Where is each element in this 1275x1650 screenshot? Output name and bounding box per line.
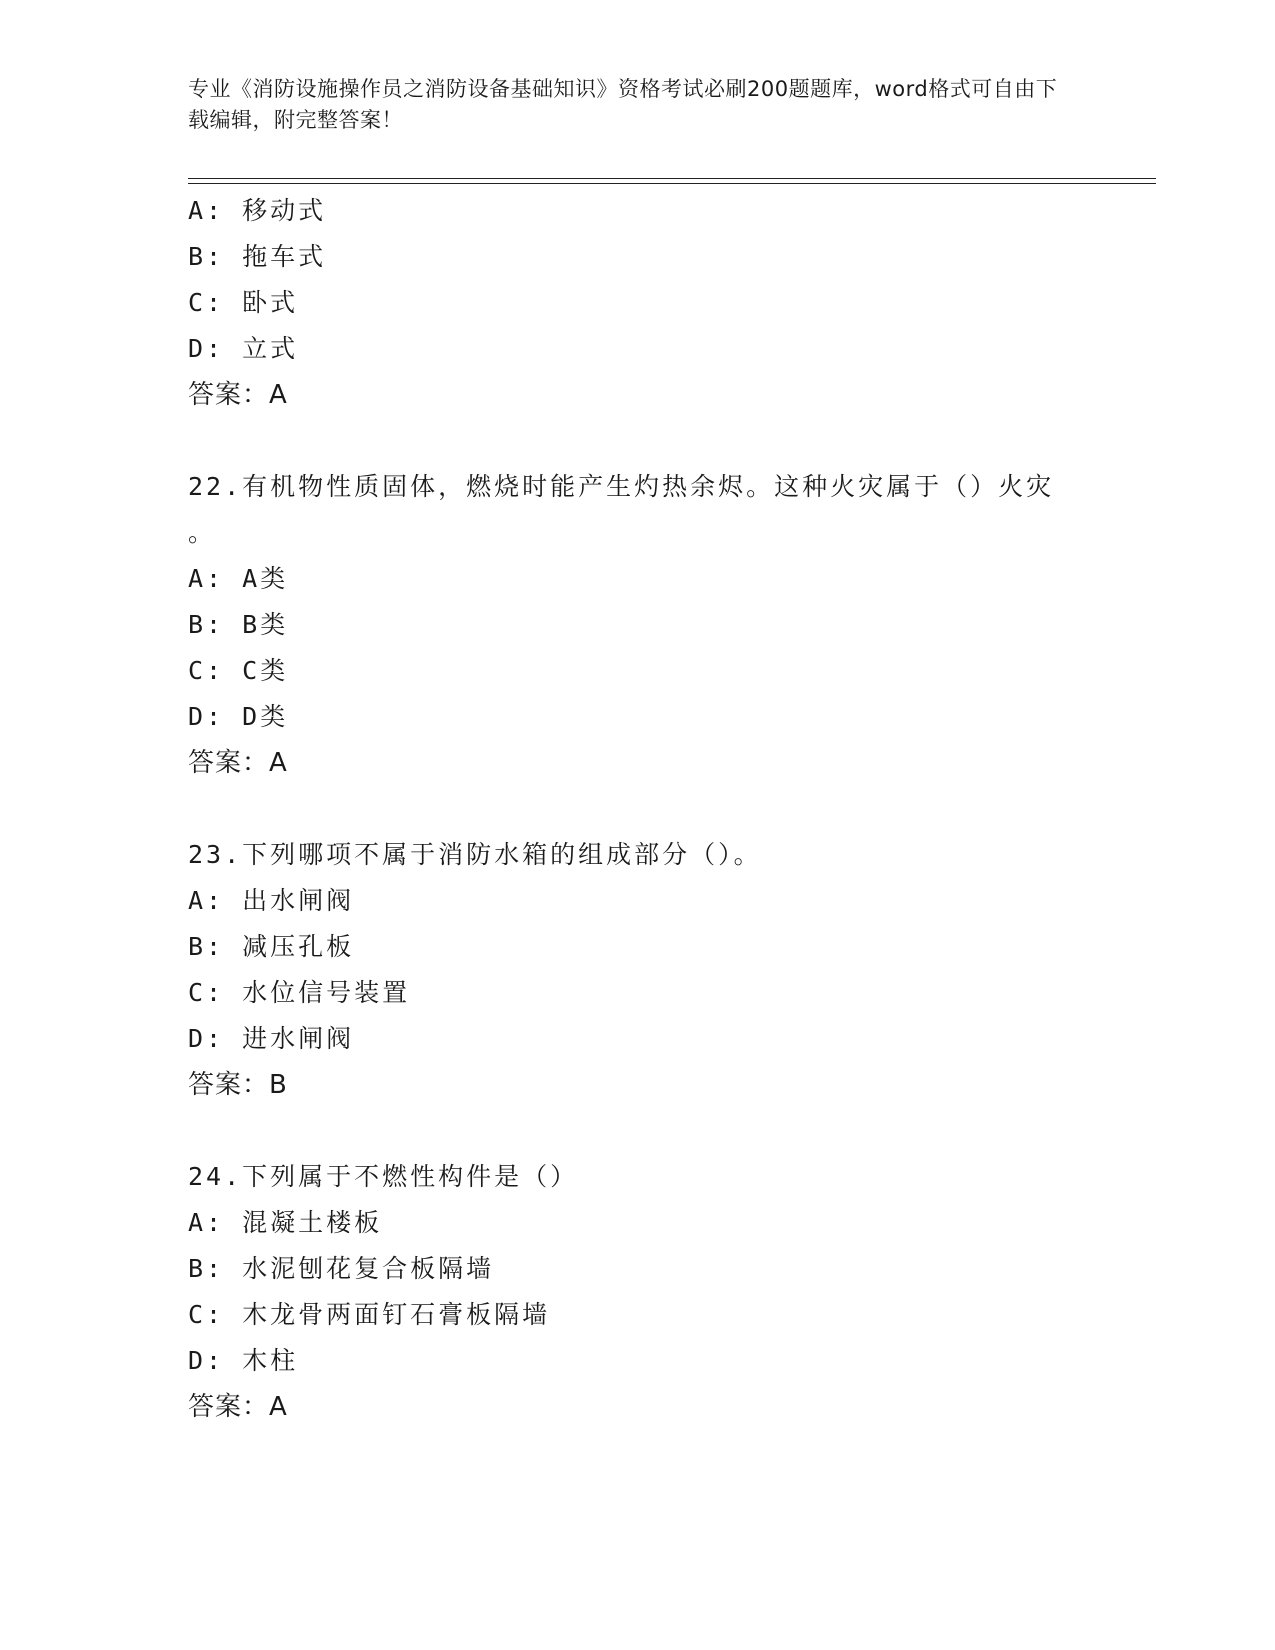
option-b: B: 减压孔板 bbox=[188, 932, 355, 961]
option-a: A: 出水闸阀 bbox=[188, 886, 355, 915]
option-d: D: D类 bbox=[188, 702, 289, 731]
question-stem: 24.下列属于不燃性构件是（） bbox=[188, 1162, 579, 1191]
option-d: D: 立式 bbox=[188, 334, 299, 363]
option-c: C: C类 bbox=[188, 656, 289, 685]
question-21 bbox=[188, 188, 1088, 418]
spacer bbox=[188, 786, 1088, 832]
question-24 bbox=[188, 1154, 1088, 1430]
spacer bbox=[188, 418, 1088, 464]
answer: 答案：B bbox=[188, 1070, 288, 1100]
answer: 答案：A bbox=[188, 1392, 288, 1422]
question-23 bbox=[188, 832, 1088, 1108]
answer: 答案：A bbox=[188, 380, 288, 410]
question-stem-continuation: 。 bbox=[188, 518, 217, 547]
question-stem: 23.下列哪项不属于消防水箱的组成部分（）。 bbox=[188, 840, 762, 869]
option-b: B: B类 bbox=[188, 610, 289, 639]
option-b: B: 拖车式 bbox=[188, 242, 327, 271]
spacer bbox=[188, 1108, 1088, 1154]
option-b: B: 水泥刨花复合板隔墙 bbox=[188, 1254, 495, 1283]
option-a: A: 移动式 bbox=[188, 196, 327, 225]
header-rule-bottom bbox=[188, 183, 1156, 184]
document-header: 专业《消防设施操作员之消防设备基础知识》资格考试必刷200题题库，word格式可自由下载编辑，附完整答案！ bbox=[188, 77, 1058, 132]
header-rule-top bbox=[188, 178, 1156, 179]
option-c: C: 木龙骨两面钉石膏板隔墙 bbox=[188, 1300, 551, 1329]
option-c: C: 水位信号装置 bbox=[188, 978, 411, 1007]
option-c: C: 卧式 bbox=[188, 288, 299, 317]
question-list bbox=[188, 188, 1088, 1430]
option-a: A: 混凝土楼板 bbox=[188, 1208, 383, 1237]
question-stem: 22.有机物性质固体，燃烧时能产生灼热余烬。这种火灾属于（）火灾 bbox=[188, 472, 1055, 501]
option-d: D: 木柱 bbox=[188, 1346, 299, 1375]
option-a: A: A类 bbox=[188, 564, 289, 593]
option-d: D: 进水闸阀 bbox=[188, 1024, 355, 1053]
question-22 bbox=[188, 464, 1088, 786]
answer: 答案：A bbox=[188, 748, 288, 778]
